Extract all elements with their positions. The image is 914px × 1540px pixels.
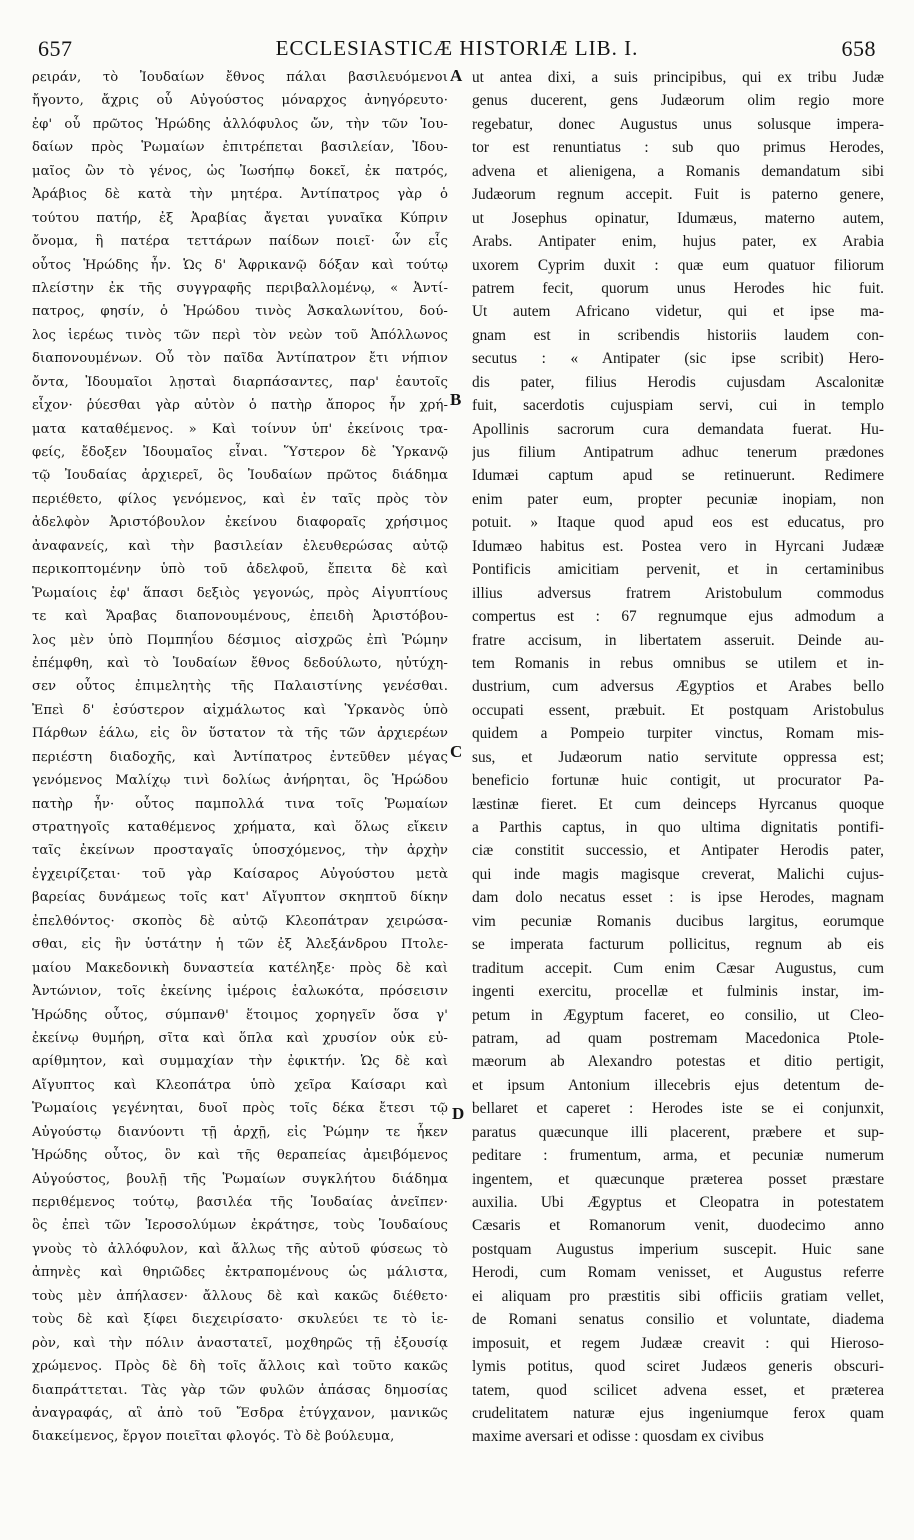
greek-text-line: ἐγχειρίζεται· τοῦ γὰρ Καίσαρος Αὐγούστου μετὰ bbox=[32, 866, 448, 882]
latin-text-line: peditare : frumentum, arma, et pecuniæ numerum bbox=[472, 1147, 884, 1165]
latin-text-line: læstinæ fieret. Et cum deinceps Hyrcanus quoque bbox=[472, 795, 884, 813]
greek-text-line: ἐκείνῳ θυμήρη, σῖτα καὶ ὅπλα καὶ χρυσίον οὐκ εὐ- bbox=[32, 1030, 448, 1046]
latin-text-line: auxilia. Ubi Ægyptus et Cleopatra in potestatem bbox=[472, 1194, 884, 1211]
greek-text-line: ματα καταθέμενος. » Καὶ τοίνυν ὑπ' ἐκείνοις τρα- bbox=[32, 421, 448, 437]
greek-text-line: ὃς ἐπεὶ τῶν Ἱεροσολύμων ἐκράτησε, τοὺς Ἰουδαίους bbox=[32, 1218, 448, 1234]
greek-text-line: Ἀράβιος δὲ κατὰ τὴν μητέρα. Ἀντίπατρος γὰρ ὁ bbox=[32, 187, 448, 203]
latin-text-line: Arabs. Antipater enim, hujus pater, ex Arabia bbox=[472, 233, 884, 251]
greek-text-line: Αὐγούστος, βουλῇ τῆς Ῥωμαίων συγκλήτου διάδημα bbox=[32, 1171, 448, 1187]
latin-text-line: tatem, quod scilicet advena esset, et præterea bbox=[472, 1381, 884, 1399]
greek-text-line: ἀδελφὸν Ἀριστόβουλον ἐκείνου διαφοραῖς χρήσιμος bbox=[32, 515, 448, 531]
latin-text-line: ingenti exercitu, procellæ et fulminis instar, im- bbox=[472, 983, 884, 1001]
latin-text-line: Cæsaris et Romanorum venit, duodecimo anno bbox=[472, 1217, 884, 1235]
greek-text-line: ἐπέμφθη, καὶ τὸ Ἰουδαίων ἔθνος δεδούλωτο, ηὐτύχη- bbox=[32, 655, 448, 671]
latin-text-line: gnam est in scribendis historiis laudem con- bbox=[472, 326, 884, 344]
latin-text-line: Idumæo habitus est. Postea vero in Hyrcani Judææ bbox=[472, 537, 884, 555]
greek-text-line: Ἀντώνιον, τοῖς ἐκείνης ἱμέροις ἑαλωκότα, πρόσεισιν bbox=[32, 984, 448, 1000]
latin-text-line: tor est renuntiatus : sub quo primus Herodes, bbox=[472, 139, 884, 157]
latin-text-line: secutus : « Antipater (sic ipse scribit) Hero- bbox=[472, 350, 884, 368]
greek-text-line: περιέστη διαδοχῆς, καὶ Ἀντίπατρος ἐντεῦθεν μέγας bbox=[32, 749, 448, 765]
latin-text-line: Herodi, cum Romam venisset, et Augustus referre bbox=[472, 1264, 884, 1282]
latin-text-line: dam dolo necatus esset : is ipse Herodes, magnam bbox=[472, 889, 884, 907]
greek-text-line: μαῖος ὢν τὸ γένος, ὡς Ἰωσήπῳ δοκεῖ, ἐκ πατρός, bbox=[32, 163, 448, 179]
greek-text-line: πατρος, φησίν, ὁ Ἡρώδου τινὸς Ἀσκαλωνίτου, δού- bbox=[32, 304, 448, 320]
greek-text-line: ἐπελθόντος· σκοπὸς δὲ αὐτῷ Κλεοπάτραν χειρώσα- bbox=[32, 913, 448, 929]
latin-text-line: et ipsum Antonium illecebris ejus detentum de- bbox=[472, 1076, 884, 1094]
greek-text-line: τε καὶ Ἄραβας διαπονουμένους, ἐπειδὴ Ἀριστόβου- bbox=[32, 609, 448, 625]
greek-text-line: λος ἱερέως τινὸς τῶν περὶ τὸν νεὼν τοῦ Ἀπόλλωνος bbox=[32, 327, 448, 343]
latin-column bbox=[472, 66, 884, 1449]
greek-text-line: ἀναγραφάς, αἳ ἀπὸ τοῦ Ἔσδρα ἐτύγχανον, μανικῶς bbox=[32, 1405, 448, 1421]
section-marker-c: C bbox=[450, 742, 463, 761]
latin-text-line: qui inde magis magisque creverat, Malichi cujus- bbox=[472, 865, 884, 883]
page-header bbox=[0, 0, 914, 64]
latin-text-line: crudelitatem naturæ ejus ingeniumque ferox quam bbox=[472, 1404, 884, 1422]
latin-text-line: dis pater, filius Herodis cujusdam Ascalonitæ bbox=[472, 373, 884, 391]
greek-text-line: χρώμενος. Πρὸς δὲ δὴ τοῖς ἄλλοις καὶ τοῦτο κακῶς bbox=[32, 1359, 448, 1375]
greek-text-line: εἶχον· ῥύεσθαι γὰρ αὐτὸν ὁ πατὴρ ἄπορος ἦν χρή- bbox=[32, 398, 448, 414]
latin-text-line: maxime aversari et odisse : quosdam ex civibus bbox=[472, 1428, 764, 1446]
greek-text-line: ρὸν, καὶ τὴν πόλιν ἀναστατεῖ, μοχθηρῶς τῇ ἐξουσίᾳ bbox=[32, 1335, 448, 1351]
greek-text-line: τούτου πατήρ, ἐξ Ἀραβίας ἄγεται γυναῖκα Κύπριν bbox=[32, 210, 448, 226]
latin-text-line: lymis potitus, quod sciret Judæos generis obscuri- bbox=[472, 1358, 884, 1376]
latin-text-line: petum in Ægyptum faceret, eo consilio, ut Cleo- bbox=[472, 1006, 884, 1024]
page-number-left: 657 bbox=[38, 36, 73, 61]
greek-text-line: Ῥωμαίοις γεγένηται, δυοῖ πρὸς τοῖς δέκα ἔτεσι τῷ bbox=[32, 1101, 448, 1117]
greek-text-line: διαπονουμένων. Οὗ τὸν παῖδα Ἀντίπατρον ἔτι νήπιον bbox=[32, 351, 448, 367]
latin-text-line: se imperata facturum pollicitus, regnum ab eis bbox=[472, 936, 884, 954]
latin-text-line: Ut autem Africano videtur, qui et ipse ma- bbox=[472, 303, 884, 321]
latin-text-line: advena et alienigena, a Romanis demandatum sibi bbox=[472, 162, 884, 180]
latin-text-line: imposuit, et regem Judææ creavit : qui Hieroso- bbox=[472, 1334, 884, 1352]
greek-column bbox=[32, 66, 448, 1449]
latin-text-line: ingentem, et quæcunque præterea posset præstare bbox=[472, 1170, 884, 1188]
greek-text-line: Ἡρώδης οὗτος, ὃν καὶ τῆς θεραπείας ἀμειβόμενος bbox=[32, 1148, 448, 1164]
greek-text-line: Ῥωμαίοις ἐφ' ἅπασι δεξιὸς γεγονώς, πρὸς Αἰγυπτίους bbox=[32, 585, 448, 601]
greek-text-line: τοὺς δὲ καὶ ξίφει διεχειρίσατο· σκυλεύει τε τὸ ἱε- bbox=[32, 1312, 448, 1328]
greek-text-line: Ἐπεὶ δ' ἐσύστερον αἰχμάλωτος καὶ Ὑρκανὸς ὑπὸ bbox=[32, 702, 448, 718]
greek-text-line: ταῖς ἐκείνων προσταγαῖς ὑποσχόμενος, τὴν ἀρχὴν bbox=[32, 843, 448, 859]
latin-text-line: quidem a Pompeio turpiter vinctus, Romam mis- bbox=[472, 725, 884, 743]
latin-text-line: Idumæi captum apud se retinuerunt. Redimere bbox=[472, 467, 884, 485]
greek-text-line: αρίθμητον, καὶ συμμαχίαν τὴν ἐφικτήν. Ὡς δὲ καὶ bbox=[32, 1054, 448, 1070]
greek-text-line: διακείμενος, ἔργον ποιεῖται φλογός. Τὸ δὲ βούλευμα, bbox=[32, 1429, 395, 1445]
latin-text-line: de Romani senatus consilio et voluntate, diadema bbox=[472, 1311, 884, 1329]
latin-text-line: postquam Augustus imperium suscepit. Huic sane bbox=[472, 1240, 884, 1258]
greek-text-line: Ἡρώδης οὗτος, σύμπανθ' ἕτοιμος χορηγεῖν ὅσα γ' bbox=[32, 1007, 448, 1023]
greek-text-line: Αὐγούστῳ διανύοντι τῇ ἀρχῇ, εἰς Ῥώμην τε ἧκεν bbox=[32, 1124, 448, 1140]
latin-text-line: ei aliquam pro præstitis sibi officiis gratiam vellet, bbox=[472, 1287, 884, 1305]
section-marker-b: B bbox=[450, 390, 462, 409]
latin-text-line: tem Romanis in rebus omnibus se utilem et in- bbox=[472, 654, 884, 672]
latin-text-line: a Parthis captus, in quo ultima dignitatis pontifi- bbox=[472, 819, 884, 836]
greek-text-line: λος μὲν ὑπὸ Πομπηΐου δέσμιος αἰσχρῶς ἐπὶ Ῥώμην bbox=[32, 632, 448, 648]
latin-text-line: uxorem Cyprim duxit : quæ eum quatuor filiorum bbox=[472, 256, 884, 274]
greek-text-line: γνοὺς τὸ ἀλλόφυλον, καὶ ἄλλως τῆς αὐτοῦ φύσεως τὸ bbox=[32, 1241, 448, 1257]
latin-text-line: compertus est : 67 regnumque ejus admodum a bbox=[472, 608, 884, 626]
greek-text-line: ἀπηνὲς καὶ θηριῶδες ἐκτραπομένους ὡς μάλιστα, bbox=[32, 1265, 448, 1281]
latin-text-line: fuit, sacerdotis cujuspiam servi, cui in templo bbox=[472, 397, 884, 415]
latin-text-line: dustrium, cum adversus Ægyptios et Arabes bello bbox=[472, 678, 884, 696]
latin-text-line: Judæorum regnum accepit. Fuit is paterno genere, bbox=[472, 186, 884, 204]
greek-text-line: περιθέμενος τούτῳ, βασιλέα τῆς Ἰουδαίας ἀνεῖπεν· bbox=[32, 1195, 448, 1210]
greek-text-line: τῷ Ἰουδαίας ἀρχιερεῖ, ὃς Ἰουδαίων πρῶτος διάδημα bbox=[32, 468, 448, 484]
latin-text-line: fratre accisum, in libertatem asseruit. Deinde au- bbox=[472, 631, 884, 649]
greek-text-line: περιέθετο, φίλος γενόμενος, καὶ ἐν ταῖς πρὸς τὸν bbox=[32, 491, 448, 507]
section-marker-a: A bbox=[450, 66, 463, 85]
greek-text-line: σεν οὗτος ἐπιμελητὴς τῆς Παλαιστίνης γενέσθαι. bbox=[32, 679, 448, 695]
greek-text-line: ἐφ' οὗ πρῶτος Ἡρώδης ἀλλόφυλος ὤν, τὴν τῶν Ἰου- bbox=[32, 116, 448, 132]
greek-text-line: τοὺς μὲν ἀπήλασεν· ἄλλους δὲ καὶ κακῶς διέθετο· bbox=[32, 1288, 448, 1304]
latin-text-line: vim pecuniæ Romanis ducibus largitus, eorumque bbox=[472, 912, 884, 930]
latin-text-line: Apollinis sacrorum cura demandata fuerat. Hu- bbox=[472, 420, 884, 438]
greek-text-line: διαπράττεται. Τὰς γὰρ τῶν φυλῶν ἁπάσας δημοσίας bbox=[32, 1382, 448, 1398]
greek-text-line: πατὴρ ἦν· οὗτος παμπολλά τινα τοῖς Ῥωμαίων bbox=[32, 796, 448, 812]
latin-text-line: mæorum ab Alexandro potestas et ditio pertigit, bbox=[472, 1053, 884, 1071]
greek-text-line: ἤγοντο, ἄχρις οὗ Αὐγούστος μόναρχος ἀνηγόρευτο· bbox=[32, 93, 448, 109]
latin-text-line: ut Josephus opinatur, Idumæus, materno autem, bbox=[472, 209, 884, 227]
greek-text-line: οὗτος Ἡρώδης ἦν. Ὡς δ' Ἀφρικανῷ δόξαν καὶ τούτῳ bbox=[32, 257, 448, 273]
latin-text-line: Pontificis amicitiam pervenit, et in certaminibus bbox=[472, 561, 884, 579]
greek-text-line: ὄνομα, ἣ πατέρα τεττάρων παίδων ποιεῖ· ὧν εἷς bbox=[32, 234, 448, 250]
latin-text-line: regebatur, donec Augustus unus solusque impera- bbox=[472, 115, 884, 133]
latin-text-line: illius adversus fratrem Aristobulum commodus bbox=[472, 584, 884, 602]
greek-text-line: στρατηγοῖς καταθέμενος χρήματα, καὶ ὅλως εἴκειν bbox=[32, 820, 448, 835]
latin-text-line: traditum accepit. Cum enim Cæsar Augustus, cum bbox=[472, 959, 884, 977]
latin-text-line: ut antea dixi, a suis principibus, qui ex tribu Judæ bbox=[472, 69, 884, 86]
latin-text-line: patrem fecit, quorum unus Herodes hic fuit. bbox=[472, 279, 884, 297]
greek-text-line: πλείστην ἐκ τῆς συγγραφῆς περιβαλλομένῳ, « Ἀντί- bbox=[32, 280, 448, 296]
section-marker-d: D bbox=[452, 1104, 465, 1123]
greek-text-line: ἀναφανείς, καὶ τὴν βασιλείαν ἐλευθερώσας αὐτῷ bbox=[32, 538, 448, 554]
latin-text-line: beneficio fortunæ huic contigit, ut procurator Pa- bbox=[472, 772, 884, 790]
latin-text-line: bellaret et caperet : Herodes iste se ei conjunxit, bbox=[472, 1100, 884, 1118]
greek-text-line: βαρείας δυνάμεως τοῖς κατ' Αἴγυπτον σκηπτοῦ δίκην bbox=[32, 890, 448, 906]
latin-text-line: enim pater eum, propter pecuniæ inopiam, non bbox=[472, 490, 884, 508]
greek-text-line: γενόμενος Μαλίχῳ τινὶ δολίως ἀνήρηται, ὃς Ἡρώδου bbox=[32, 773, 448, 789]
greek-text-line: δαίων πρὸς Ῥωμαίων ἐπιτρέπεται βασιλείαν, Ἰδου- bbox=[32, 140, 448, 156]
latin-text-line: ciæ constitit successio, et Antipater Herodis pater, bbox=[472, 842, 884, 860]
latin-text-line: paratus quæcunque illi placerent, præbere et sup- bbox=[472, 1123, 884, 1141]
greek-text-line: μαίου Μακεδονικὴ δυναστεία κατέληξε· πρὸς δὲ καὶ bbox=[32, 960, 448, 976]
greek-text-line: περικοπτομένην ὑπὸ τοῦ ἀδελφοῦ, ἔπειτα δὲ καὶ bbox=[32, 562, 448, 578]
latin-text-line: sus, et Judæorum natio servitute oppressa est; bbox=[472, 748, 884, 766]
latin-text-line: jus filium Antipatrum adhuc tenerum prædones bbox=[472, 444, 884, 461]
running-title: ECCLESIASTICÆ HISTORIÆ LIB. I. bbox=[275, 36, 639, 60]
greek-text-line: Αἴγυπτος καὶ Κλεοπάτρα ὑπὸ χεῖρα Καίσαρι καὶ bbox=[32, 1077, 448, 1093]
page-number-right: 658 bbox=[841, 36, 876, 61]
latin-text-line: occupati essent, præbuit. Et postquam Aristobulus bbox=[472, 701, 884, 719]
latin-text-line: genus ducerent, gens Judæorum olim regio more bbox=[472, 92, 884, 110]
greek-text-line: Πάρθων ἑάλω, εἰς ὃν ὕστατον τὰ τῆς τῶν ἀρχιερέων bbox=[32, 726, 448, 742]
greek-text-line: σθαι, εἰς ἣν ὑστάτην ἡ τῶν ἐξ Ἀλεξάνδρου Πτολε- bbox=[32, 937, 448, 953]
greek-text-line: φείς, ἔδοξεν Ἰδουμαῖος εἶναι. Ὕστερον δὲ Ὑρκανῷ bbox=[32, 445, 448, 460]
greek-text-line: ρειράν, τὸ Ἰουδαίων ἔθνος πάλαι βασιλευόμενοι bbox=[32, 70, 448, 85]
latin-text-line: patram, ad quam postremam Macedonica Ptole- bbox=[472, 1029, 884, 1047]
latin-text-line: potuit. » Itaque quod apud eos est educatus, pro bbox=[472, 514, 884, 532]
greek-text-line: ὄντα, Ἰδουμαῖοι λῃσταὶ διαρπάσαντες, παρ' ἑαυτοῖς bbox=[32, 374, 448, 390]
